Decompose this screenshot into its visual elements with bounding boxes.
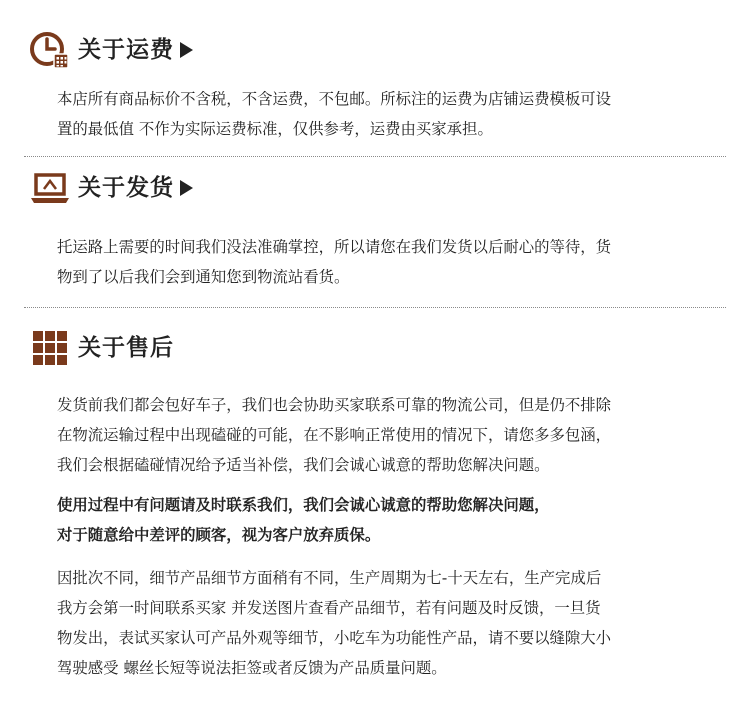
section-paragraph: 发货前我们都会包好车子，我们也会协助买家联系可靠的物流公司，但是仍不排除 在物流运输过程中出现磕碰的可能，在不影响正常使用的情况下，请您多多包涵， 我们会根据磕碰情况给予适当补偿，我们会诚心诚意的帮助您解决问题。 bbox=[57, 396, 612, 474]
grid-icon bbox=[30, 328, 70, 368]
section-title: 关于售后 bbox=[78, 335, 174, 361]
triangle-right-icon bbox=[180, 180, 193, 196]
section-header-delivery bbox=[30, 168, 193, 208]
section-paragraph: 因批次不同，细节产品细节方面稍有不同，生产周期为七-十天左右，生产完成后 我方会第一时间联系买家 并发送图片查看产品细节，若有问题及时反馈，一旦货 物发出，表试买家认可产品外观等细节，小吃车为功能性产品，请不要以缝隙大小 驾驶感受 螺丝长短等说法拒签或者反馈为产品质量问题。 bbox=[57, 569, 612, 677]
section-paragraph-bold: 使用过程中有问题请及时联系我们，我们会诚心诚意的帮助您解决问题， 对于随意给中差评的顾客，视为客户放弃质保。 bbox=[57, 496, 550, 544]
triangle-right-icon bbox=[180, 42, 193, 58]
divider bbox=[24, 307, 726, 308]
divider bbox=[24, 156, 726, 157]
clock-calendar-icon bbox=[30, 30, 70, 70]
section-title: 关于运费 bbox=[78, 37, 174, 63]
section-header-after-sales bbox=[30, 328, 174, 368]
section-title: 关于发货 bbox=[78, 175, 174, 201]
section-paragraph: 托运路上需要的时间我们没法准确掌控，所以请您在我们发货以后耐心的等待，货 物到了以后我们会到通知您到物流站看货。 bbox=[57, 238, 612, 286]
laptop-icon bbox=[30, 168, 70, 208]
section-paragraph: 本店所有商品标价不含税，不含运费，不包邮。所标注的运费为店铺运费模板可设 置的最低值 不作为实际运费标准，仅供参考，运费由买家承担。 bbox=[57, 90, 612, 138]
section-header-shipping-fee bbox=[30, 30, 193, 70]
